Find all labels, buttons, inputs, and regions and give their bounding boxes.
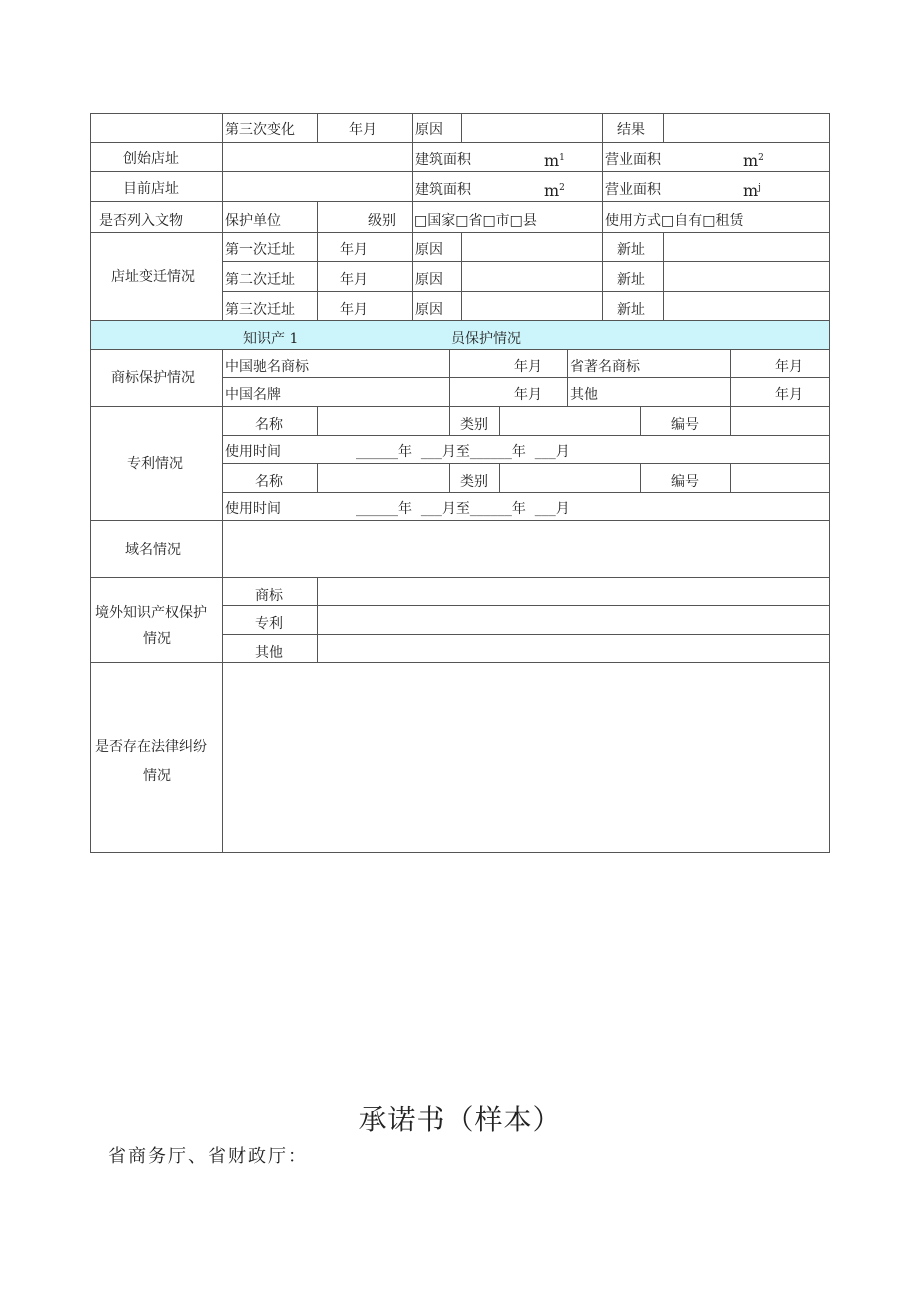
domain-label: 域名情况 xyxy=(125,542,181,558)
reloc3-reason-cell xyxy=(412,291,462,321)
overseas-item3-value[interactable] xyxy=(317,634,830,663)
tm2-ym2-cell xyxy=(730,377,830,407)
reloc2-name: 第二次迁址 xyxy=(225,272,295,288)
reloc3-name-cell xyxy=(222,291,318,321)
reloc2-ym-cell xyxy=(317,261,413,292)
r1-third-change-cell xyxy=(222,113,318,143)
patent1-category-cell xyxy=(449,406,500,436)
patent2-category-value[interactable] xyxy=(499,463,641,493)
overseas-item1-value[interactable] xyxy=(317,577,830,606)
reloc2-reason-cell xyxy=(412,261,462,292)
reloc1-new-cell xyxy=(602,232,664,262)
ip-header-row xyxy=(90,320,830,350)
patent1-time-row xyxy=(222,435,830,464)
r1-reason: 原因 xyxy=(415,122,443,138)
r2-business-area: 营业面积 xyxy=(605,152,661,168)
r3-business-cell xyxy=(602,171,830,202)
patent2-name-cell xyxy=(222,463,318,493)
r4-use-mode[interactable]: 使用方式□自有□租赁 xyxy=(605,213,744,229)
tm2-a: 中国名牌 xyxy=(225,387,281,403)
tm1-ym2-cell xyxy=(730,349,830,378)
r1-year-month: 年月 xyxy=(349,122,377,138)
trademark-label: 商标保护情况 xyxy=(111,370,195,386)
relocation-label-cell xyxy=(90,232,223,321)
patent1-time-text[interactable]: ______年 ___月至______年 ___月 xyxy=(356,444,570,460)
reloc1-name-cell xyxy=(222,232,318,262)
overseas-item1-cell xyxy=(222,577,318,606)
patent2-category-cell xyxy=(449,463,500,493)
patent1-name: 名称 xyxy=(255,417,283,433)
r3-building-cell xyxy=(412,171,603,202)
overseas-label-line1: 境外知识产权保护 xyxy=(95,605,207,621)
patent2-number: 编号 xyxy=(671,474,699,490)
reloc3-reason-value[interactable] xyxy=(461,291,603,321)
reloc2-new: 新址 xyxy=(617,272,645,288)
tm1-ym: 年月 xyxy=(514,359,542,375)
overseas-item2: 专利 xyxy=(255,616,283,632)
reloc3-new-value[interactable] xyxy=(663,291,830,321)
patent2-name: 名称 xyxy=(255,474,283,490)
reloc1-new-value[interactable] xyxy=(663,232,830,262)
reloc1-reason-cell xyxy=(412,232,462,262)
reloc2-ym: 年月 xyxy=(340,272,368,288)
reloc2-name-cell xyxy=(222,261,318,292)
trademark-label-cell xyxy=(90,349,223,407)
overseas-label-cell xyxy=(90,577,223,663)
patent1-name-value[interactable] xyxy=(317,406,450,436)
ip-header-right: 员保护情况 xyxy=(451,331,521,347)
reloc3-new-cell xyxy=(602,291,664,321)
ip-header-left: 知识产 1 xyxy=(243,331,299,347)
overseas-item2-value[interactable] xyxy=(317,605,830,635)
overseas-item1: 商标 xyxy=(255,588,283,604)
r2-building-cell xyxy=(412,142,603,172)
r3-business-area: 营业面积 xyxy=(605,182,661,198)
tm1-b: 省著名商标 xyxy=(570,359,640,375)
tm1-a-cell xyxy=(222,349,450,378)
patent2-name-value[interactable] xyxy=(317,463,450,493)
r4-label-cell xyxy=(90,201,223,233)
patent1-category-value[interactable] xyxy=(499,406,641,436)
reloc2-reason-value[interactable] xyxy=(461,261,603,292)
patent1-number-cell xyxy=(640,406,731,436)
r1-third-change: 第三次变化 xyxy=(225,122,295,138)
r1-result: 结果 xyxy=(617,122,645,138)
reloc1-reason: 原因 xyxy=(415,242,443,258)
r3-unit2: $m^j$ xyxy=(743,181,761,200)
tm1-ym2: 年月 xyxy=(775,359,803,375)
patent2-time-row xyxy=(222,492,830,521)
r1-blank-label xyxy=(90,113,223,143)
reloc3-reason: 原因 xyxy=(415,302,443,318)
patent1-number: 编号 xyxy=(671,417,699,433)
r2-unit2: $m^2$ xyxy=(743,151,764,170)
legal-label-cell xyxy=(90,662,223,853)
patent1-category: 类别 xyxy=(460,417,488,433)
reloc1-new: 新址 xyxy=(617,242,645,258)
tm1-b-cell xyxy=(567,349,731,378)
r1-reason-cell xyxy=(412,113,462,143)
r4-level-cell xyxy=(317,201,413,233)
patent1-use-time: 使用时间 xyxy=(225,444,281,460)
r3-label: 目前店址 xyxy=(123,181,179,197)
r2-unit: $m^1$ xyxy=(544,151,565,170)
patent2-time-text[interactable]: ______年 ___月至______年 ___月 xyxy=(356,501,570,517)
patent2-number-value[interactable] xyxy=(730,463,830,493)
patent-label: 专利情况 xyxy=(127,456,183,472)
tm2-ym2: 年月 xyxy=(775,387,803,403)
commitment-title: 承诺书（样本） xyxy=(358,1103,562,1136)
overseas-item3-cell xyxy=(222,634,318,663)
tm2-ym: 年月 xyxy=(514,387,542,403)
commitment-addressee: 省商务厅、省财政厅： xyxy=(108,1146,308,1167)
r3-value[interactable] xyxy=(222,171,413,202)
r3-building-area: 建筑面积 xyxy=(415,182,471,198)
tm1-a: 中国驰名商标 xyxy=(225,359,309,375)
r2-label-cell xyxy=(90,142,223,172)
patent2-use-time: 使用时间 xyxy=(225,501,281,517)
r2-value[interactable] xyxy=(222,142,413,172)
reloc1-reason-value[interactable] xyxy=(461,232,603,262)
patent1-number-value[interactable] xyxy=(730,406,830,436)
reloc2-new-cell xyxy=(602,261,664,292)
reloc2-new-value[interactable] xyxy=(663,261,830,292)
legal-value[interactable] xyxy=(222,662,830,853)
r4-protect-unit: 保护单位 xyxy=(225,213,281,229)
reloc1-name: 第一次迁址 xyxy=(225,242,295,258)
tm1-ym-cell xyxy=(449,349,568,378)
domain-label-cell xyxy=(90,520,223,578)
r4-protect-cell xyxy=(222,201,318,233)
patent-label-cell xyxy=(90,406,223,521)
r4-level: 级别 xyxy=(368,213,396,229)
r4-label: 是否列入文物 xyxy=(99,213,183,229)
legal-label-line2: 情况 xyxy=(143,768,171,784)
overseas-label-line2: 情况 xyxy=(143,631,171,647)
relocation-label: 店址变迁情况 xyxy=(111,269,195,285)
reloc3-ym-cell xyxy=(317,291,413,321)
r1-result-value[interactable] xyxy=(663,113,830,143)
reloc1-ym: 年月 xyxy=(340,242,368,258)
r4-level-options[interactable]: □国家□省□市□县 xyxy=(414,213,537,229)
overseas-item2-cell xyxy=(222,605,318,635)
reloc3-name: 第三次迁址 xyxy=(225,302,295,318)
tm2-a-cell xyxy=(222,377,450,407)
legal-label-line1: 是否存在法律纠纷 xyxy=(95,739,207,755)
r3-unit: $m^2$ xyxy=(544,181,565,200)
tm2-ym-cell xyxy=(449,377,568,407)
overseas-item3: 其他 xyxy=(255,645,283,661)
r4-level-options-cell[interactable] xyxy=(412,201,603,233)
tm2-b: 其他 xyxy=(570,387,598,403)
r1-ym-cell xyxy=(317,113,413,143)
reloc3-ym: 年月 xyxy=(340,302,368,318)
r1-reason-value[interactable] xyxy=(461,113,603,143)
reloc2-reason: 原因 xyxy=(415,272,443,288)
reloc3-new: 新址 xyxy=(617,302,645,318)
tm2-b-cell xyxy=(567,377,731,407)
r3-label-cell xyxy=(90,171,223,202)
domain-value[interactable] xyxy=(222,520,830,578)
r2-business-cell xyxy=(602,142,830,172)
r2-label: 创始店址 xyxy=(123,151,179,167)
reloc1-ym-cell xyxy=(317,232,413,262)
r1-result-cell xyxy=(602,113,664,143)
patent2-category: 类别 xyxy=(460,474,488,490)
patent1-name-cell xyxy=(222,406,318,436)
r2-building-area: 建筑面积 xyxy=(415,152,471,168)
r4-use-mode-cell[interactable] xyxy=(602,201,830,233)
patent2-number-cell xyxy=(640,463,731,493)
